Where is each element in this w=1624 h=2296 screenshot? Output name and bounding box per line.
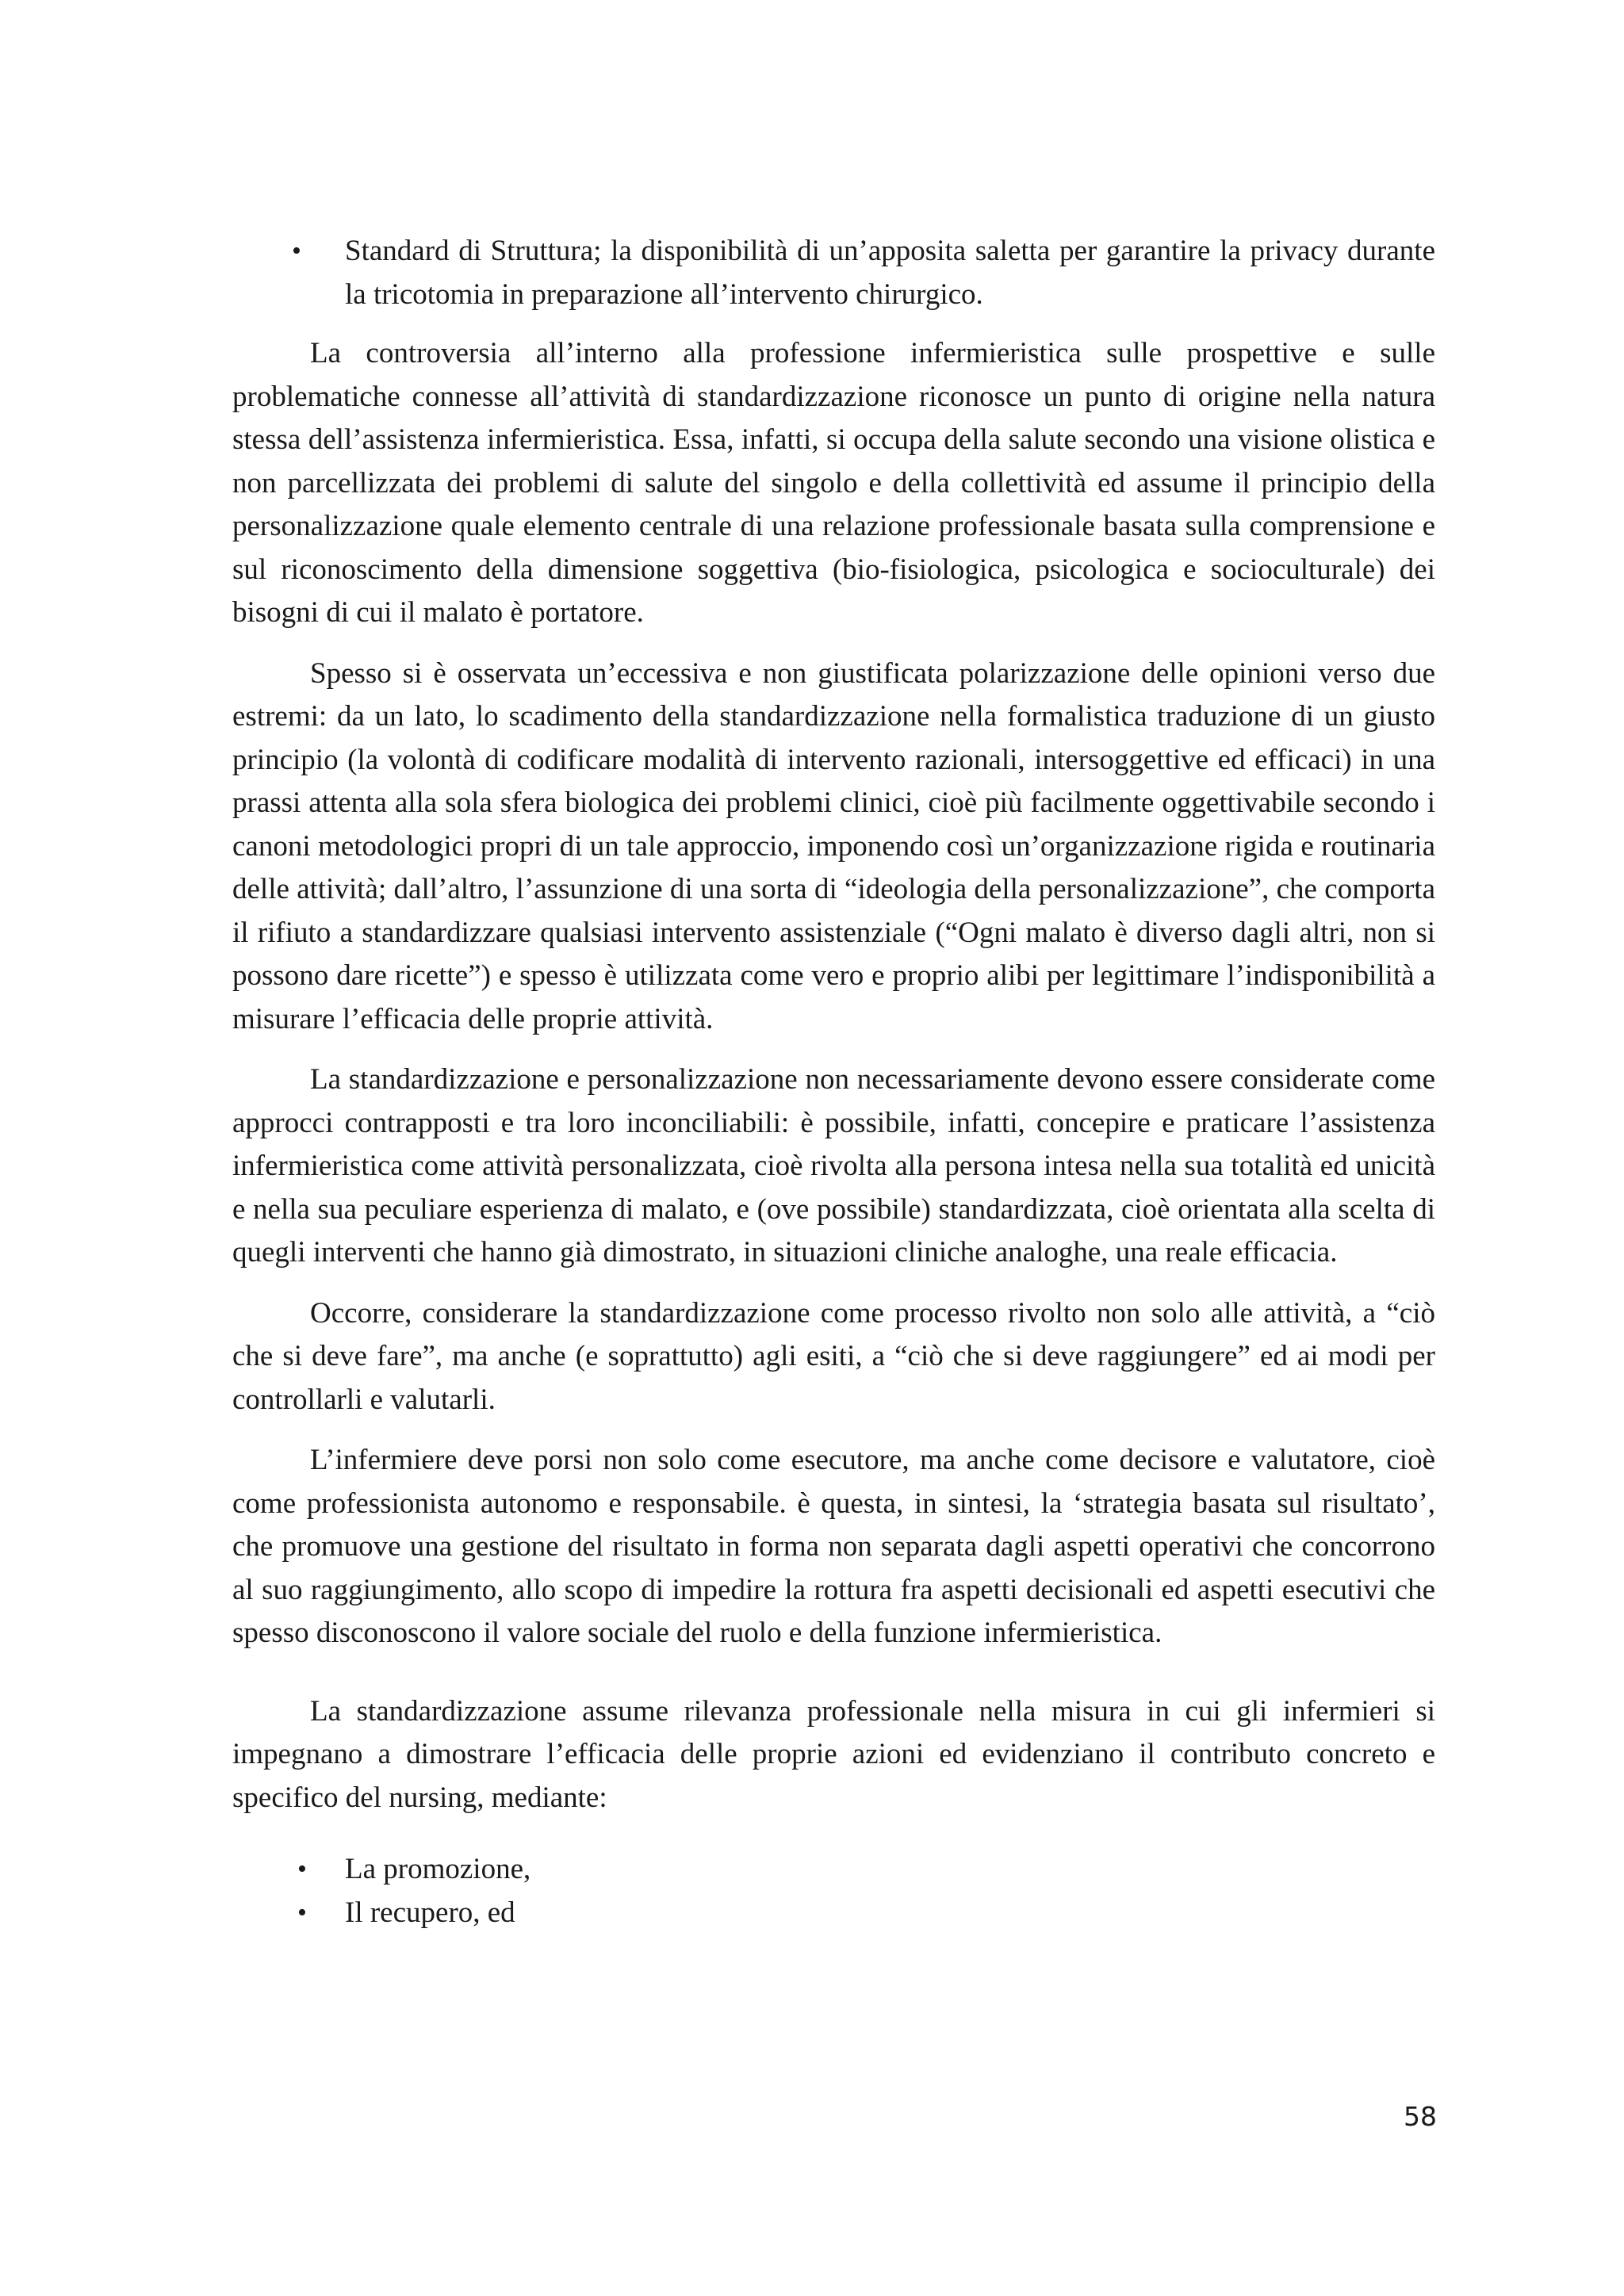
list-item-text: Standard di Struttura; la disponibilità di un’apposita saletta per garantire la privacy durante la tricotomia in preparazione all’intervento chirurgico. bbox=[345, 235, 1435, 311]
paragraph: L’infermiere deve porsi non solo come esecutore, ma anche come decisore e valutatore, cioè come professionista autonomo e responsabile. è questa, in sintesi, la ‘strategia basata sul risultato’, che promuove una gestione del risultato in forma non separata dagli aspetti operativi che concorrono al suo raggiungimento, allo scopo di impedire la rottura fra aspetti decisionali ed aspetti esecutivi che spesso disconoscono il valore sociale del ruolo e della funzione infermieristica. bbox=[232, 1444, 1435, 1649]
paragraph: Spesso si è osservata un’eccessiva e non giustificata polarizzazione delle opinioni verso due estremi: da un lato, lo scadimento della standardizzazione nella formalistica traduzione di un giusto principio (la volontà di codificare modalità di intervento razionali, intersoggettive ed efficaci) in una prassi attenta alla sola sfera biologica dei problemi clinici, cioè più facilmente oggettivabile secondo i canoni metodologici propri di un tale approccio, imponendo così un’organizzazione rigida e routinaria delle attività; dall’altro, l’assunzione di una sorta di “ideologia della personalizzazione”, che comporta il rifiuto a standardizzare qualsiasi intervento assistenziale (“Ogni malato è diverso dagli altri, non si possono dare ricette”) e spesso è utilizzata come vero e proprio alibi per legittimare l’indisponibilità a misurare l’efficacia delle proprie attività. bbox=[232, 656, 1435, 1035]
top-bullet-list bbox=[232, 230, 1435, 316]
paragraph: La standardizzazione e personalizzazione non necessariamente devono essere considerate come approcci contrapposti e tra loro inconciliabili: è possibile, infatti, concepire e praticare l’assistenza infermieristica come attività personalizzata, cioè rivolta alla persona intesa nella sua totalità ed unicità e nella sua peculiare esperienza di malato, e (ove possibile) standardizzata, cioè orientata alla scelta di quegli interventi che hanno già dimostrato, in situazioni cliniche analoghe, una reale efficacia. bbox=[232, 1063, 1435, 1269]
list-item bbox=[232, 230, 1435, 316]
paragraph: La standardizzazione assume rilevanza professionale nella misura in cui gli infermieri si impegnano a dimostrare l’efficacia delle proprie azioni ed evidenziano il contributo concreto e specifico del nursing, mediante: bbox=[232, 1694, 1435, 1814]
bullet-icon: • bbox=[297, 1854, 307, 1884]
paragraph: La controversia all’interno alla professione infermieristica sulle prospettive e sulle problematiche connesse all’attività di standardizzazione riconosce un punto di origine nella natura stessa dell’assistenza infermieristica. Essa, infatti, si occupa della salute secondo una visione olistica e non parcellizzata dei problemi di salute del singolo e della collettività ed assume il principio della personalizzazione quale elemento centrale di una relazione professionale basata sulla comprensione e sul riconoscimento della dimensione soggettiva (bio-fisiologica, psicologica e socioculturale) dei bisogni di cui il malato è portatore. bbox=[232, 337, 1435, 629]
page-body bbox=[232, 230, 1435, 1934]
list-item-text: Il recupero, ed bbox=[345, 1896, 515, 1929]
bullet-icon: • bbox=[292, 236, 301, 266]
bullet-icon: • bbox=[297, 1897, 307, 1927]
bottom-bullet-list bbox=[232, 1848, 1435, 1934]
list-item-text: La promozione, bbox=[345, 1853, 531, 1885]
list-item bbox=[232, 1848, 1435, 1892]
list-item bbox=[232, 1892, 1435, 1935]
page-number: 58 bbox=[1404, 2101, 1437, 2132]
paragraph: Occorre, considerare la standardizzazione come processo rivolto non solo alle attività, a “ciò che si deve fare”, ma anche (e soprattutto) agli esiti, a “ciò che si deve raggiungere” ed ai modi per controllarli e valutarli. bbox=[232, 1296, 1435, 1416]
